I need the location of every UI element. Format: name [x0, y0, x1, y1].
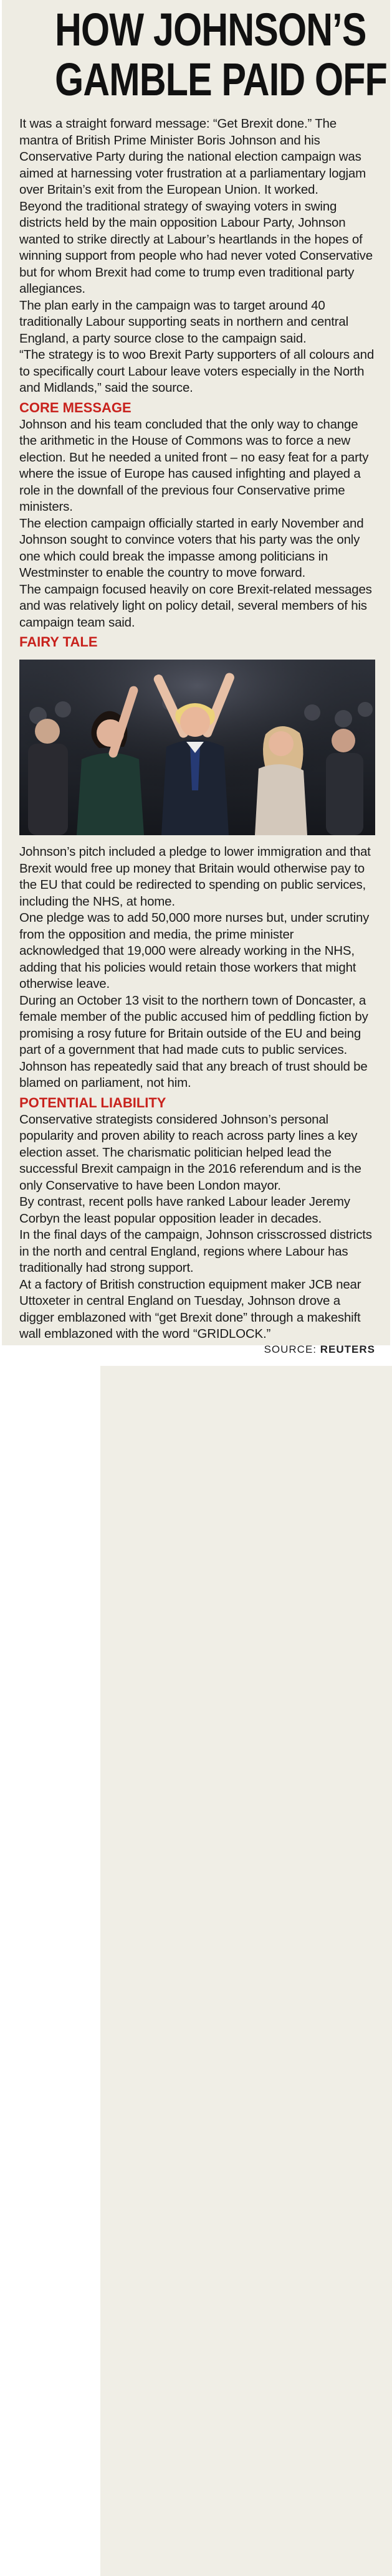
paragraph: Beyond the traditional strategy of swaying voters in swing districts held by the main opposition Labour Party, Johnson wanted to strike directly at Labour’s heartlands in the hopes of winning support from people who had never voted Conservative but for whom Brexit had come to trump even traditional party allegiances. [19, 199, 373, 296]
paragraph: The campaign focused heavily on core Brexit-related messages and was relatively light on policy detail, several members of his campaign team said. [19, 582, 372, 630]
paragraph: At a factory of British construction equipment maker JCB near Uttoxeter in central England on Tuesday, Johnson drove a digger emblazoned with “get Brexit done” through a makeshift wall emblazoned with the word “GRIDLOCK.” [19, 1277, 361, 1341]
source-name: REUTERS [320, 1343, 375, 1355]
paragraph: One pledge was to add 50,000 more nurses but, under scrutiny from the opposition and media, the prime minister acknowledged that 19,000 were already working in the NHS, adding that his policies would retain those workers that might otherwise leave. [19, 911, 370, 991]
paragraph: The plan early in the campaign was to target around 40 traditionally Labour supporting seats in northern and central England, a party source close to the campaign said. [19, 298, 348, 346]
paragraph: During an October 13 visit to the northern town of Doncaster, a female member of the public accused him of peddling fiction by promising a rosy future for Britain outside of the EU and being part of a government that had made cuts to public services. [19, 993, 368, 1057]
paragraph: Conservative strategists considered Johnson’s personal popularity and proven ability to reach across party lines a key election asset. The charismatic politician helped lead the successful Brexit campaign in the 2016 referendum and is the only Conservative to have been London mayor. [19, 1112, 361, 1193]
photo-illustration [19, 660, 375, 835]
subhead-core-message: CORE MESSAGE [19, 399, 131, 415]
headline [55, 4, 387, 105]
source-label: SOURCE: [264, 1343, 317, 1355]
news-photo [19, 660, 375, 835]
paragraph: The election campaign officially started in early November and Johnson sought to convince voters that his party was the only one which could break the impasse among politicians in Westminster to enable the country to move forward. [19, 516, 364, 580]
paragraph: In the final days of the campaign, Johnson crisscrossed districts in the north and central England, regions where Labour has traditionally had strong support. [19, 1228, 372, 1275]
headline-line-2: GAMBLE PAID OFF [55, 54, 387, 105]
paragraph: It was a straight forward message: “Get Brexit done.” The mantra of British Prime Minister Boris Johnson and his Conservative Party during the national election campaign was aimed at harnessing voter frustration at a parliamentary logjam over Britain’s exit from the European Union. It worked. [19, 116, 366, 197]
headline-line-1: HOW JOHNSON’S [55, 4, 366, 55]
subhead-fairy-tale: FAIRY TALE [19, 634, 98, 650]
paragraph: Johnson has repeatedly said that any breach of trust should be blamed on parliament, not him. [19, 1059, 368, 1090]
article-card [2, 0, 390, 1355]
paragraph: Johnson’s pitch included a pledge to lower immigration and that Brexit would free up money that Britain would otherwise pay to the EU that could be redirected to spending on public services, including the NHS, at home. [19, 845, 371, 909]
paragraph: By contrast, recent polls have ranked Labour leader Jeremy Corbyn the least popular opposition leader in decades. [19, 1195, 350, 1226]
paragraph: “The strategy is to woo Brexit Party supporters of all colours and to specifically court Labour leave voters especially in the North and Midlands,” said the source. [19, 348, 375, 395]
blank-panel [100, 1366, 392, 2576]
subhead-potential-liability: POTENTIAL LIABILITY [19, 1094, 166, 1110]
source-credit [19, 1343, 375, 1357]
paragraph: Johnson and his team concluded that the only way to change the arithmetic in the House of Commons was to force a new election. But he needed a united front – no easy feat for a party where the issue of Europe has caused infighting and played a role in the downfall of the previous four Conservative prime ministers. [19, 417, 369, 514]
